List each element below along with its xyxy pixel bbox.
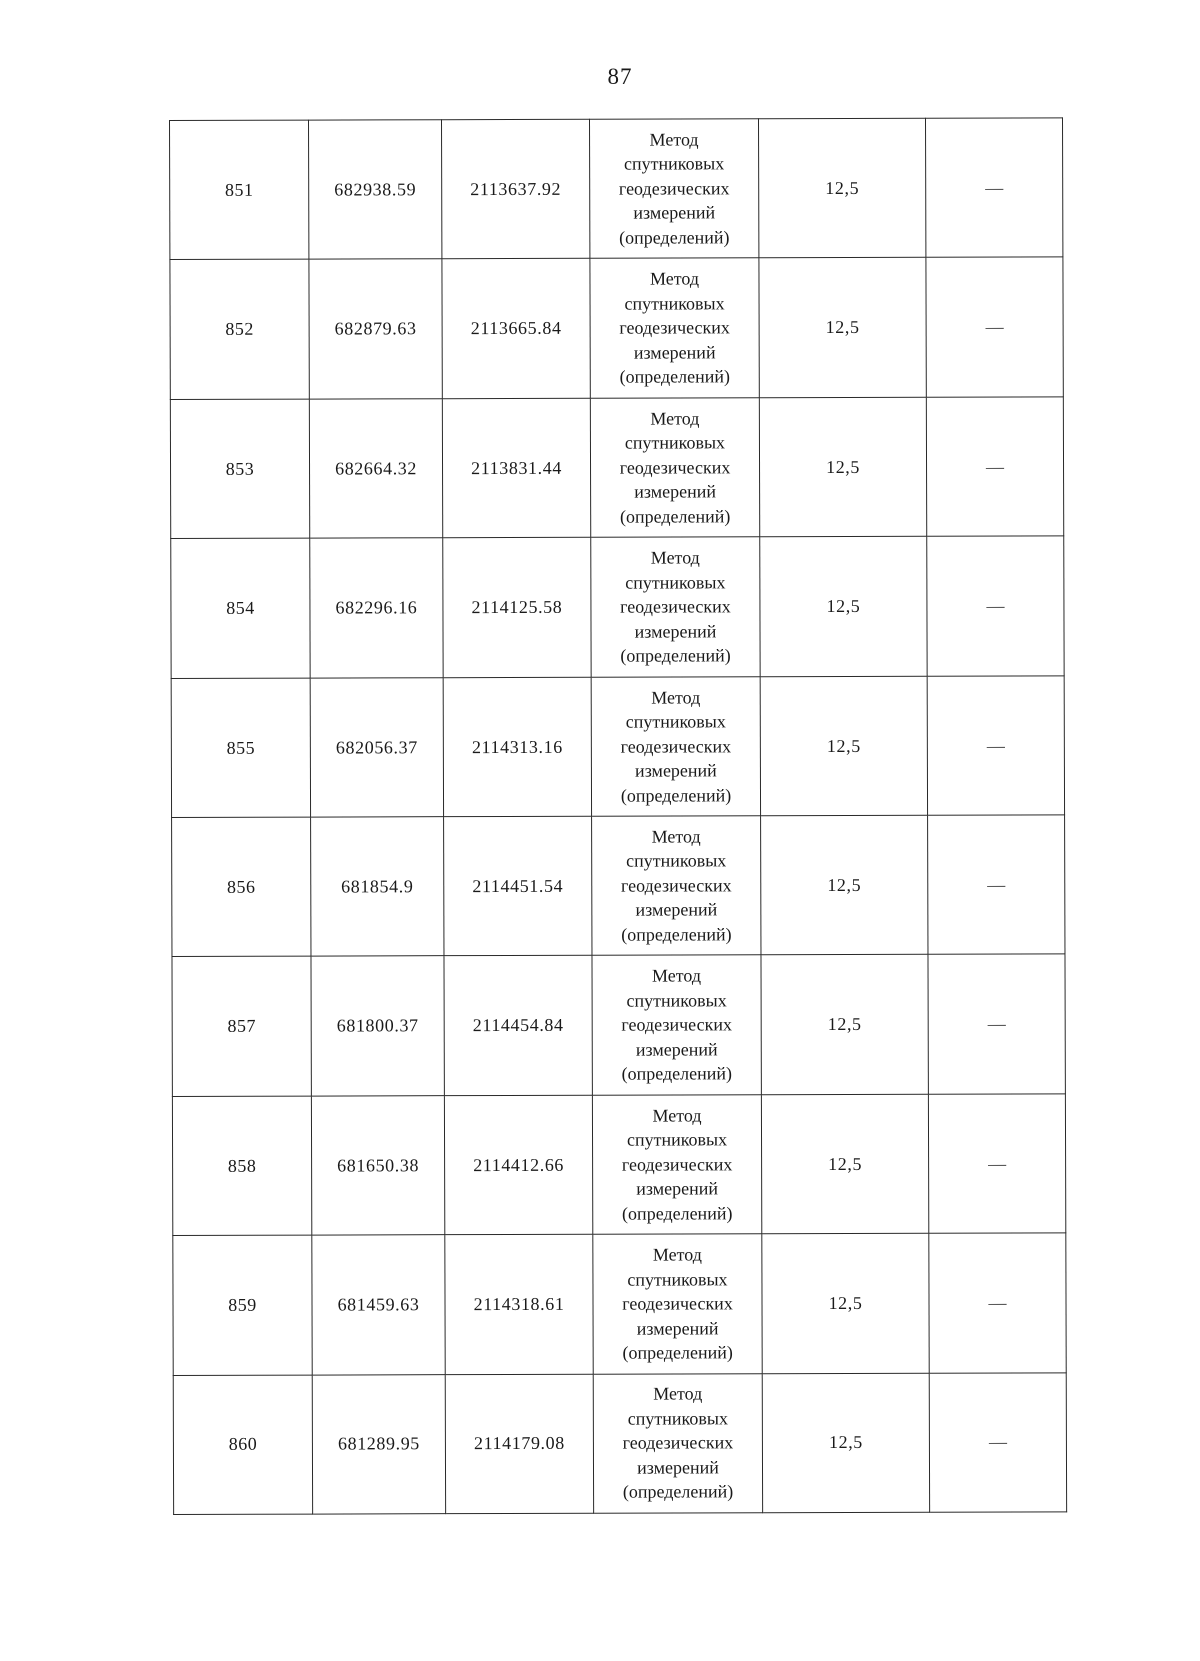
method-cell [590, 258, 759, 398]
method-cell [592, 955, 761, 1095]
point-number-cell: 858 [172, 1096, 311, 1236]
method-cell [590, 398, 759, 538]
note-cell: — [926, 397, 1063, 537]
table-row [170, 118, 1063, 260]
method-line: измерений [635, 1039, 718, 1060]
method-line: спутниковых [624, 293, 725, 314]
method-cell [593, 1373, 762, 1513]
accuracy-cell: 12,5 [762, 1233, 929, 1373]
x-coordinate-cell: 682296.16 [310, 538, 443, 678]
method-cell [592, 816, 761, 956]
table-row [171, 675, 1064, 817]
method-line: геодезических [618, 178, 730, 199]
point-number-cell: 854 [171, 538, 310, 678]
method-line: геодезических [621, 1154, 733, 1175]
y-coordinate-cell: 2114454.84 [444, 956, 592, 1096]
method-cell [591, 537, 760, 677]
method-line: Метод [651, 686, 701, 708]
method-line: Метод [649, 129, 699, 150]
accuracy-cell: 12,5 [762, 1373, 929, 1513]
method-line: измерений [636, 1178, 719, 1199]
method-line: геодезических [620, 735, 732, 757]
table-row [172, 815, 1065, 957]
point-number-cell: 859 [173, 1235, 312, 1375]
method-line: спутниковых [627, 1268, 728, 1290]
accuracy-cell: 12,5 [761, 1094, 928, 1234]
method-cell [591, 676, 760, 816]
method-line: Метод [651, 965, 702, 986]
method-line: измерений [634, 481, 717, 502]
point-number-cell: 852 [170, 259, 309, 399]
point-number-cell: 851 [170, 120, 309, 260]
y-coordinate-cell: 2114451.54 [444, 816, 592, 956]
x-coordinate-cell: 681650.38 [311, 1095, 444, 1235]
y-coordinate-cell: 2113831.44 [442, 398, 590, 538]
method-line: Метод [649, 268, 700, 289]
method-line: измерений [634, 620, 717, 642]
x-coordinate-cell: 681289.95 [312, 1374, 445, 1514]
y-coordinate-cell: 2114179.08 [445, 1374, 593, 1514]
method-line: (определений) [622, 1481, 734, 1503]
table-row [170, 397, 1063, 539]
method-line: (определений) [619, 506, 731, 527]
method-line: (определений) [622, 1203, 733, 1224]
note-cell: — [928, 1094, 1065, 1234]
coordinates-table [169, 117, 1067, 1515]
method-line: измерений [636, 1317, 719, 1339]
x-coordinate-cell: 682879.63 [309, 259, 442, 399]
method-cell [593, 1234, 762, 1374]
y-coordinate-cell: 2114125.58 [443, 537, 591, 677]
method-line: спутниковых [624, 432, 726, 453]
y-coordinate-cell: 2113637.92 [442, 119, 590, 259]
method-line: (определений) [619, 227, 730, 248]
method-line: спутниковых [627, 1408, 728, 1429]
x-coordinate-cell: 682056.37 [310, 677, 443, 817]
method-line: (определений) [620, 784, 732, 806]
point-number-cell: 856 [172, 817, 311, 957]
method-line: измерений [635, 760, 717, 781]
accuracy-cell: 12,5 [760, 536, 927, 676]
method-line: геодезических [622, 1432, 734, 1454]
method-line: (определений) [621, 1063, 733, 1084]
method-line: (определений) [619, 366, 730, 387]
method-line: геодезических [619, 457, 731, 478]
method-line: спутниковых [625, 711, 726, 732]
point-number-cell: 855 [171, 678, 310, 818]
method-line: измерений [633, 202, 716, 224]
method-line: геодезических [621, 1014, 733, 1035]
method-line: геодезических [620, 875, 732, 896]
table-body [170, 118, 1067, 1515]
method-line: геодезических [620, 596, 731, 617]
method-line: геодезических [622, 1293, 733, 1314]
method-line: Метод [652, 1244, 702, 1265]
table-row [173, 1372, 1066, 1514]
method-line: спутниковых [626, 990, 727, 1011]
method-line: Метод [651, 826, 701, 847]
x-coordinate-cell: 682664.32 [309, 398, 442, 538]
x-coordinate-cell: 681854.9 [311, 817, 444, 957]
method-line: Метод [652, 1105, 702, 1126]
accuracy-cell: 12,5 [760, 676, 927, 816]
table-row [173, 1233, 1066, 1375]
method-line: спутниковых [626, 850, 727, 872]
note-cell: — [925, 118, 1062, 258]
accuracy-cell: 12,5 [761, 955, 928, 1095]
accuracy-cell: 12,5 [759, 258, 926, 398]
note-cell: — [928, 815, 1065, 955]
note-cell: — [928, 954, 1065, 1094]
method-cell [589, 119, 758, 259]
method-line: Метод [653, 1383, 703, 1405]
method-line: спутниковых [626, 1129, 728, 1150]
note-cell: — [929, 1233, 1066, 1373]
table-row [172, 1094, 1065, 1236]
page-number: 87 [607, 64, 633, 89]
y-coordinate-cell: 2114318.61 [445, 1234, 593, 1374]
accuracy-cell: 12,5 [759, 397, 926, 537]
note-cell: — [926, 257, 1063, 397]
method-line: (определений) [621, 924, 732, 945]
note-cell: — [927, 675, 1064, 815]
point-number-cell: 860 [173, 1375, 312, 1515]
x-coordinate-cell: 682938.59 [309, 120, 442, 260]
method-line: спутниковых [625, 571, 726, 593]
method-cell [592, 1094, 761, 1234]
method-line: измерений [633, 342, 716, 363]
method-line: Метод [650, 408, 700, 429]
method-line: (определений) [622, 1342, 733, 1363]
method-line: спутниковых [624, 153, 725, 175]
method-line: Метод [650, 547, 700, 568]
note-cell: — [927, 536, 1064, 676]
x-coordinate-cell: 681459.63 [312, 1235, 445, 1375]
table-row [172, 954, 1065, 1096]
method-line: (определений) [620, 645, 731, 666]
method-line: измерений [637, 1457, 719, 1478]
point-number-cell: 857 [172, 956, 311, 1096]
table-row [171, 536, 1064, 678]
method-line: измерений [635, 899, 718, 921]
y-coordinate-cell: 2114412.66 [444, 1095, 592, 1235]
y-coordinate-cell: 2114313.16 [443, 677, 591, 817]
accuracy-cell: 12,5 [761, 815, 928, 955]
x-coordinate-cell: 681800.37 [311, 956, 444, 1096]
accuracy-cell: 12,5 [758, 118, 925, 258]
point-number-cell: 853 [170, 399, 309, 539]
table-row [170, 257, 1063, 399]
method-line: геодезических [619, 317, 730, 338]
y-coordinate-cell: 2113665.84 [442, 259, 590, 399]
note-cell: — [929, 1372, 1066, 1512]
